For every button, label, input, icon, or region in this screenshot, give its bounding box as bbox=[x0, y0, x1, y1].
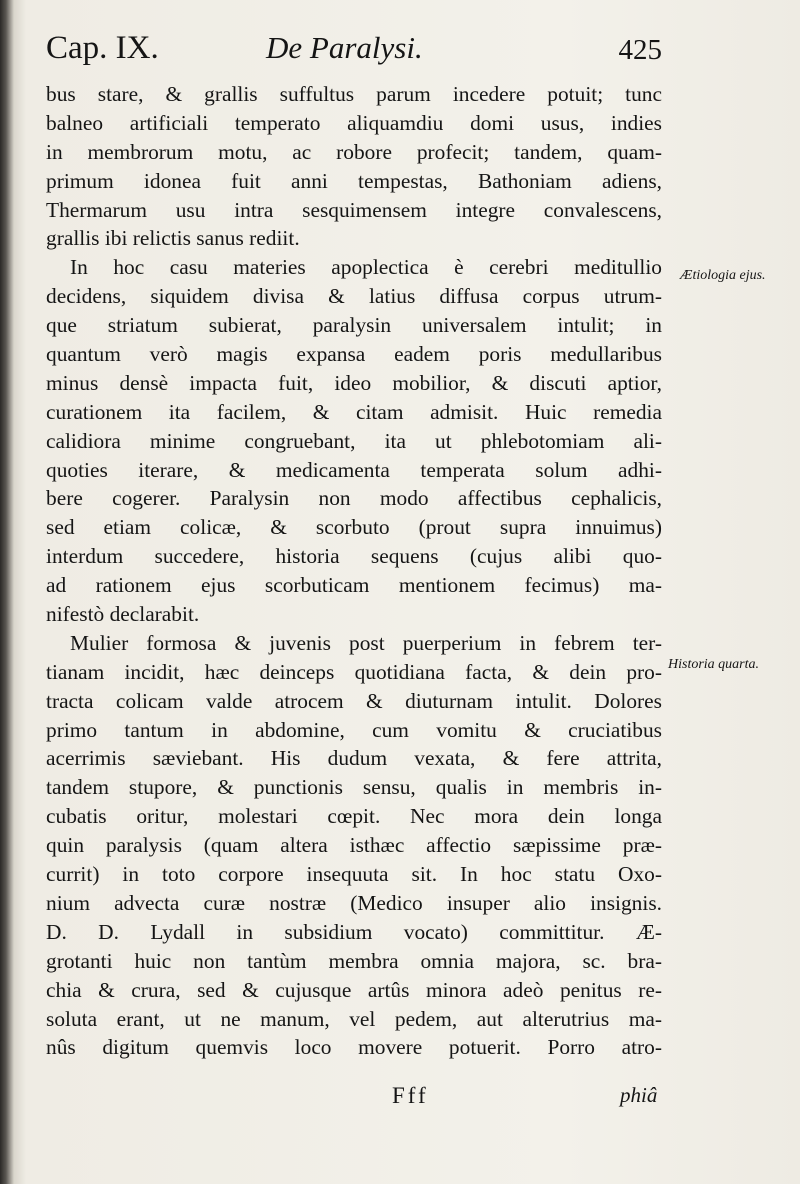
text-line: bus stare, & grallis suffultus parum incedere potuit; tunc bbox=[46, 82, 662, 106]
text-line: ad rationem ejus scorbuticam mentionem fecimus) ma- bbox=[46, 573, 662, 598]
text-line: decidens, siquidem divisa & latius diffusa corpus utrum- bbox=[46, 284, 662, 309]
catchword: phiâ bbox=[620, 1083, 658, 1107]
text-line: nium advecta curæ nostræ (Medico insuper alio insignis. bbox=[46, 890, 662, 915]
text-line: Thermarum usu intra sesquimensem integre convalescens, bbox=[46, 197, 662, 222]
text-line: grallis ibi relictis sanus rediit. bbox=[46, 226, 300, 251]
text-line: quin paralysis (quam altera isthæc affectio sæpissime præ- bbox=[46, 833, 662, 858]
text-line: calidiora minime congruebant, ita ut phlebotomiam ali- bbox=[46, 428, 662, 453]
marginal-note-historia: Historia quarta. bbox=[668, 657, 760, 672]
text-line: minus densè impacta fuit, ideo mobilior, & discuti aptior, bbox=[46, 370, 662, 395]
page-number: 425 bbox=[618, 34, 662, 66]
text-line: balneo artificiali temperato aliquamdiu domi usus, indies bbox=[46, 110, 662, 135]
text-line: tianam incidit, hæc deinceps quotidiana facta, & dein pro- bbox=[46, 659, 662, 684]
text-line: chia & crura, sed & cujusque artûs minora adeò penitus re- bbox=[46, 977, 662, 1002]
text-line: tandem stupore, & punctionis sensu, qualis in membris in- bbox=[46, 775, 662, 800]
text-line: D. D. Lydall in subsidium vocato) committitur. Æ- bbox=[46, 919, 662, 944]
text-line: currit) in toto corpore insequuta sit. In hoc statu Oxo- bbox=[46, 862, 662, 887]
text-line: curationem ita facilem, & citam admisit. Huic remedia bbox=[46, 399, 662, 424]
text-line: que striatum subierat, paralysin universalem intulit; in bbox=[46, 313, 662, 338]
page-title: De Paralysi. bbox=[266, 30, 423, 65]
text-line: interdum succedere, historia sequens (cujus alibi quo- bbox=[46, 544, 662, 569]
text-line: Mulier formosa & juvenis post puerperium in febrem ter- bbox=[70, 630, 662, 655]
text-line: in membrorum motu, ac robore profecit; tandem, quam- bbox=[46, 139, 662, 164]
text-line: In hoc casu materies apoplectica è cerebri meditullio bbox=[70, 255, 662, 280]
text-line: tracta colicam valde atrocem & diuturnam intulit. Dolores bbox=[46, 688, 662, 713]
running-header bbox=[46, 30, 662, 82]
text-line: quantum verò magis expansa eadem poris medullaribus bbox=[46, 342, 662, 367]
text-line: primo tantum in abdomine, cum vomitu & cruciatibus bbox=[46, 717, 662, 742]
text-line: acerrimis sæviebant. His dudum vexata, & fere attrita, bbox=[46, 746, 662, 771]
text-line: soluta erant, ut ne manum, vel pedem, aut alterutrius ma- bbox=[46, 1006, 662, 1031]
main-text bbox=[46, 80, 662, 1062]
text-line: cubatis oritur, molestari cœpit. Nec mora dein longa bbox=[46, 804, 662, 829]
text-line: sed etiam colicæ, & scorbuto (prout supra innuimus) bbox=[46, 515, 662, 540]
text-line: primum idonea fuit anni tempestas, Bathoniam adiens, bbox=[46, 168, 662, 193]
text-line: quoties iterare, & medicamenta temperata solum adhi- bbox=[46, 457, 662, 482]
text-line: bere cogerer. Paralysin non modo affectibus cephalicis, bbox=[46, 486, 662, 511]
text-line: nûs digitum quemvis loco movere potuerit. Porro atro- bbox=[46, 1035, 662, 1060]
text-line: grotanti huic non tantùm membra omnia majora, sc. bra- bbox=[46, 948, 662, 973]
marginal-note-aetiologia: Ætiologia ejus. bbox=[680, 268, 766, 283]
signature-mark: Fff bbox=[392, 1083, 429, 1108]
text-line: nifestò declarabit. bbox=[46, 602, 200, 627]
chapter-heading: Cap. IX. bbox=[46, 30, 159, 66]
